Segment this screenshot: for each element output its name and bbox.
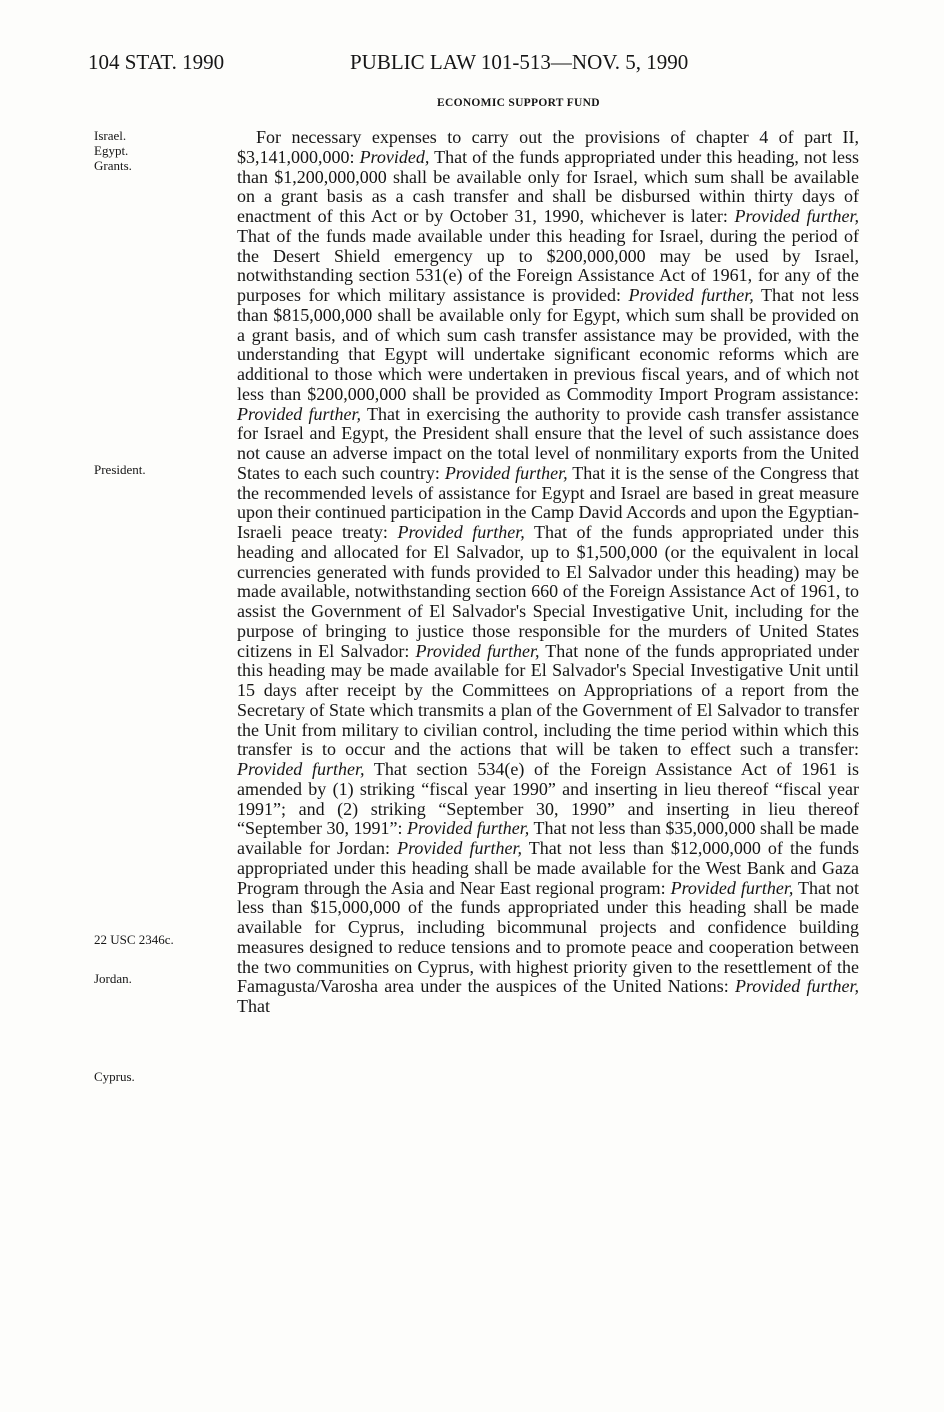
body-text-segment: For necessary expenses to carry out the provisions of chapter 4 of part II, $3,141,000,000: bbox=[237, 127, 859, 167]
margin-note-grants: Grants. bbox=[94, 158, 132, 173]
margin-note-israel: Israel. bbox=[94, 128, 127, 143]
margin-note-jordan: Jordan. bbox=[94, 971, 132, 986]
body-text-segment: That section 534(e) of the Foreign Assistance Act of 1961 is amended by (1) striking “fiscal year 1990” and inserting in lieu thereof “fiscal year 1991”; and (2) striking “September 30, 1990” and inserting in lieu thereof “September 30, 1991”: bbox=[237, 759, 859, 839]
appropriation-paragraph bbox=[237, 128, 859, 1017]
body-text-segment: That none of the funds appropriated under this heading may be made available for El Salvador's Special Investigative Unit until 15 days after receipt by the Committees on Appropriations of a report from the Secretary of State which transmits a plan of the Government of El Salvador to transfer the Unit from military to civilian control, including the time period within which this transfer is to occur and the actions that will be taken to effect such a transfer: bbox=[237, 640, 859, 760]
proviso-label: Provided further, bbox=[444, 462, 568, 483]
proviso-label: Provided further, bbox=[406, 818, 530, 839]
proviso-label: Provided further, bbox=[397, 838, 522, 858]
proviso-label: Provided further, bbox=[628, 285, 754, 305]
body-text-segment: That it is the sense of the Congress that the recommended levels of assistance for Egypt and Israel are based in great measure upon their continued participation in the Camp David Accords and upon the Egyptian-Israeli peace treaty: bbox=[237, 462, 859, 542]
proviso-label: Provided further, bbox=[237, 759, 365, 779]
body-text-segment: That not less than $35,000,000 shall be made available for Jordan: bbox=[237, 818, 859, 858]
body-text-segment: That bbox=[237, 996, 270, 1016]
body-text-segment: That not less than $12,000,000 of the funds appropriated under this heading shall be made available for the West Bank and Gaza Program through the Asia and Near East regional program: bbox=[237, 838, 859, 898]
margin-note-cyprus: Cyprus. bbox=[94, 1069, 135, 1084]
proviso-label: Provided further, bbox=[734, 976, 859, 997]
body-text-segment: That not less than $15,000,000 of the funds appropriated under this heading shall be made available for Cyprus, including bicommunal projects and confidence building measures designed to reduce tensions and to promote peace and cooperation between the two communities on Cyprus, with highest priority given to the resettlement of the Famagusta/Varosha area under the auspices of the United Nations: bbox=[237, 877, 859, 997]
proviso-label: Provided further, bbox=[670, 877, 794, 898]
margin-note-usc-citation: 22 USC 2346c. bbox=[94, 932, 174, 947]
body-text-segment: That in exercising the authority to provide cash transfer assistance for Israel and Egypt, the President shall ensure that the level of such assistance does not cause an adverse impact on the total level of nonmilitary exports from the United States to each such country: bbox=[237, 403, 859, 483]
proviso-label: Provided further, bbox=[397, 522, 525, 542]
public-law-citation: PUBLIC LAW 101-513—NOV. 5, 1990 bbox=[350, 50, 689, 74]
body-text-segment: That of the funds appropriated under this heading, not less than $1,200,000,000 shall be available only for Israel, which sum shall be available on a grant basis as a cash transfer and shall be disbursed within thirty days of enactment of this Act or by October 31, 1990, whichever is later: bbox=[237, 146, 859, 226]
section-heading: ECONOMIC SUPPORT FUND bbox=[437, 97, 600, 109]
margin-note-president: President. bbox=[94, 462, 146, 477]
proviso-label: Provided further, bbox=[237, 403, 362, 424]
margin-note-egypt: Egypt. bbox=[94, 143, 129, 158]
body-text-segment: That of the funds made available under this heading for Israel, during the period of the Desert Shield emergency up to $200,000,000 may be used by Israel, notwithstanding section 531(e) of the Foreign Assistance Act of 1961, for any of the purposes for which military assistance is provided: bbox=[237, 225, 859, 305]
stat-page-number: 104 STAT. 1990 bbox=[88, 50, 225, 74]
body-text-segment: That not less than $815,000,000 shall be available only for Egypt, which sum shall be provided on a grant basis, and of which sum cash transfer assistance may be provided, with the understanding that Egypt will undertake significant economic reforms which are additional to those which were undertaken in previous fiscal years, and of which not less than $200,000,000 shall be provided as Commodity Import Program assistance: bbox=[237, 285, 859, 404]
page-header bbox=[88, 50, 858, 80]
proviso-label: Provided further, bbox=[415, 640, 540, 661]
proviso-label: Provided further, bbox=[734, 206, 859, 226]
proviso-label: Provided, bbox=[359, 146, 430, 167]
body-text-segment: That of the funds appropriated under this heading and allocated for El Salvador, up to $1,500,000 (or the equivalent in local currencies generated with funds provided to El Salvador under this heading) may be made available, notwithstanding section 660 of the Foreign Assistance Act of 1961, to assist the Government of El Salvador's Special Investigative Unit, including for the purpose of bringing to justice those responsible for the murders of United States citizens in El Salvador: bbox=[237, 522, 859, 661]
